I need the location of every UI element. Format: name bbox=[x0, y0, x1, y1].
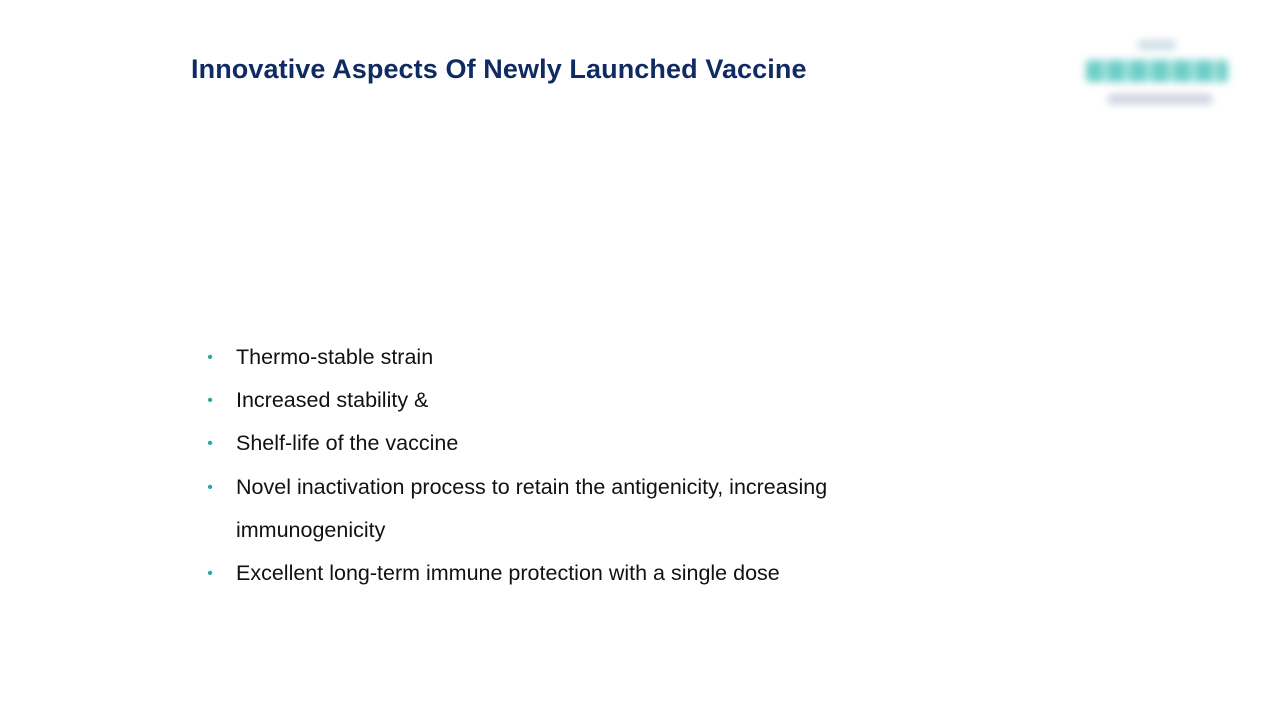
bullet-item bbox=[205, 422, 965, 465]
bullet-item bbox=[205, 379, 965, 422]
company-logo bbox=[1086, 38, 1228, 108]
bullet-text: Shelf-life of the vaccine bbox=[236, 431, 459, 456]
bullet-list bbox=[205, 336, 965, 595]
bullet-item bbox=[205, 552, 965, 595]
bullet-text: Thermo-stable strain bbox=[236, 345, 434, 369]
bullet-dot-icon: • bbox=[207, 435, 213, 453]
logo-wordmark bbox=[1086, 60, 1228, 82]
bullet-dot-icon: • bbox=[207, 392, 213, 410]
slide-title: Innovative Aspects Of Newly Launched Vaccine bbox=[191, 54, 807, 84]
bullet-text: Excellent long-term immune protection with a single dose bbox=[236, 561, 780, 586]
bullet-item bbox=[205, 336, 965, 379]
bullet-text: Increased stability & bbox=[236, 388, 429, 413]
bullet-item bbox=[205, 466, 965, 552]
logo-top-mark bbox=[1138, 40, 1176, 50]
logo-tagline bbox=[1108, 94, 1212, 104]
bullet-dot-icon: • bbox=[207, 349, 213, 366]
bullet-dot-icon: • bbox=[207, 565, 213, 583]
bullet-text: Novel inactivation process to retain the antigenicity, increasing immunogenicity bbox=[236, 474, 828, 542]
bullet-dot-icon: • bbox=[207, 478, 213, 496]
